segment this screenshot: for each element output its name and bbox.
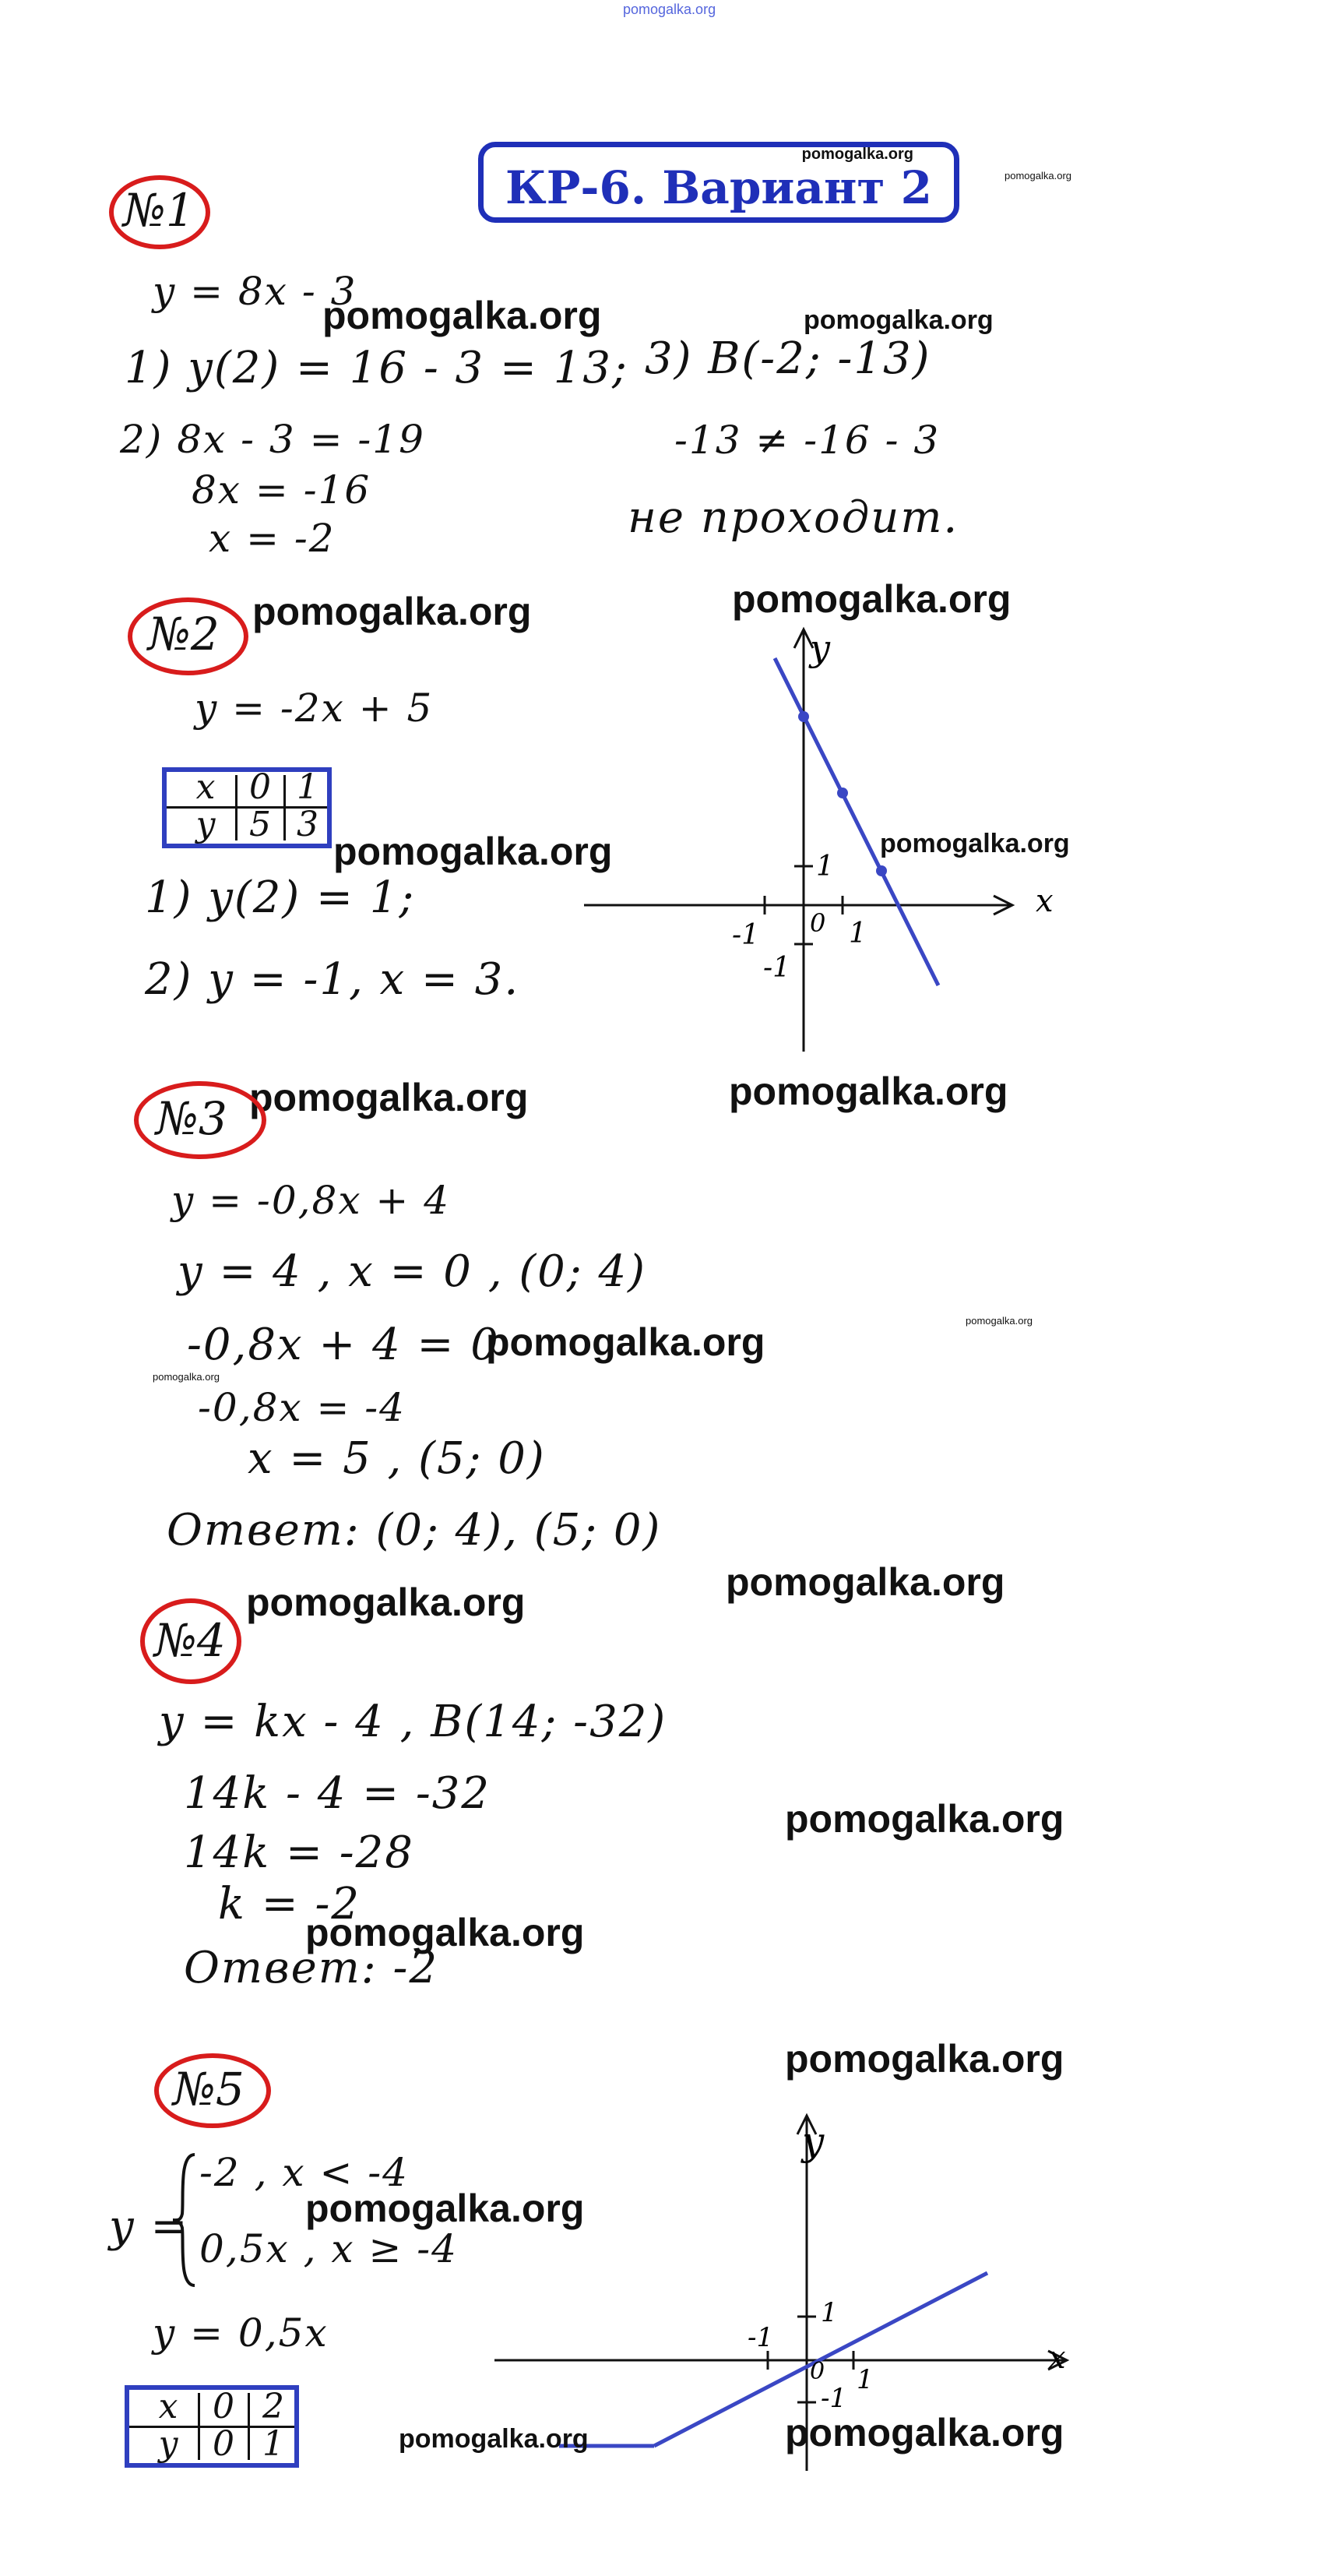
task3-line: x = 5 , (5; 0): [248, 1433, 546, 1484]
plot-point: [798, 711, 809, 722]
watermark: pomogalka.org: [732, 577, 1012, 621]
task3-number: №3: [156, 1092, 227, 1145]
y-axis-label: y: [810, 627, 830, 669]
task1-line: 2) 8x - 3 = -19: [120, 417, 425, 462]
table-cell: 3: [297, 805, 318, 844]
watermark: pomogalka.org: [322, 294, 602, 337]
table-cell: y: [195, 805, 216, 844]
title-box: [478, 142, 959, 223]
watermark: pomogalka.org: [486, 1320, 765, 1364]
watermark: pomogalka.org: [729, 1070, 1008, 1113]
watermark: pomogalka.org: [785, 2411, 1064, 2454]
y-axis-label: y: [802, 2119, 825, 2164]
task3-line: y = 4 , x = 0 , (0; 4): [178, 1246, 646, 1297]
watermark: pomogalka.org: [305, 2187, 585, 2230]
task1-number: №1: [123, 184, 195, 237]
tick-label: -1: [763, 952, 791, 984]
task4-line: 14k = -28: [184, 1827, 414, 1878]
task1-line: 8x = -16: [192, 467, 371, 513]
task4-line: y = kx - 4 , B(14; -32): [159, 1697, 667, 1747]
task5-line: -2 , x < -4: [199, 2150, 409, 2195]
task5-line: y = 0,5x: [153, 2310, 329, 2356]
watermark: pomogalka.org: [153, 1371, 220, 1383]
tick-label: 1: [849, 918, 867, 950]
task5-value-table: [125, 2385, 299, 2468]
task4-number: №4: [154, 1614, 226, 1667]
watermark: pomogalka.org: [966, 1315, 1033, 1327]
watermark: pomogalka.org: [785, 2037, 1064, 2081]
watermark: pomogalka.org: [305, 1911, 585, 1954]
task2-line: y = -2x + 5: [195, 685, 434, 731]
task1-line: не проходит.: [628, 492, 959, 543]
task1-line: 3) B(-2; -13): [645, 333, 931, 384]
table-cell: y: [158, 2424, 178, 2464]
watermark: pomogalka.org: [399, 2424, 589, 2454]
tick-label: 1: [821, 2297, 838, 2328]
task3-line: Ответ: (0; 4), (5; 0): [167, 1505, 662, 1556]
watermark: pomogalka.org: [785, 1797, 1064, 1841]
plot-point: [837, 788, 848, 798]
table-cell: x: [195, 767, 216, 807]
task3-line: -0,8x = -4: [198, 1385, 406, 1430]
tick-label: 1: [816, 851, 834, 883]
table-cell: 0: [213, 2387, 234, 2426]
watermark: pomogalka.org: [804, 305, 994, 335]
table-cell: 1: [262, 2424, 284, 2464]
table-cell: 1: [297, 767, 318, 807]
task4-line: Ответ: -2: [184, 1943, 439, 1993]
watermark: pomogalka.org: [246, 1580, 526, 1624]
watermark: pomogalka.org: [726, 1560, 1005, 1604]
table-cell: 2: [262, 2387, 284, 2426]
x-axis-label: x: [1036, 883, 1054, 919]
plot-point: [876, 865, 887, 876]
task1-line: y = 8x - 3: [153, 269, 357, 314]
watermark: pomogalka.org: [333, 830, 613, 873]
task1-line: -13 ≠ -16 - 3: [674, 418, 941, 463]
watermark: pomogalka.org: [880, 829, 1070, 858]
tick-label: -1: [821, 2383, 847, 2414]
tick-label: -1: [732, 919, 760, 951]
table-cell: 0: [213, 2424, 234, 2464]
task3-line: -0,8x + 4 = 0: [187, 1320, 500, 1370]
page-title: КР-6. Вариант 2: [505, 161, 932, 214]
task2-number: №2: [148, 608, 220, 661]
tick-label: -1: [748, 2322, 774, 2353]
table-cell: x: [158, 2387, 178, 2426]
task2-line: 2) y = -1, x = 3.: [145, 954, 520, 1005]
watermark: pomogalka.org: [249, 1076, 529, 1119]
origin-label: 0: [810, 2358, 825, 2385]
task2-line: 1) y(2) = 1;: [145, 872, 416, 923]
task1-line: 1) y(2) = 16 - 3 = 13;: [125, 343, 628, 393]
table-cell: 0: [249, 767, 271, 807]
task5-system-eq: y =: [109, 2201, 189, 2252]
task2-value-table: [162, 767, 332, 848]
task5-line: 0,5x , x ≥ -4: [199, 2226, 458, 2271]
task4-line: k = -2: [218, 1879, 361, 1929]
top-watermark: pomogalka.org: [623, 2, 716, 17]
task3-line: y = -0,8x + 4: [171, 1178, 451, 1223]
tick-label: 1: [857, 2364, 874, 2395]
title-side-watermark: pomogalka.org: [1005, 170, 1071, 181]
title-watermark: pomogalka.org: [801, 146, 913, 163]
task4-line: 14k - 4 = -32: [184, 1768, 491, 1819]
watermark: pomogalka.org: [252, 590, 532, 633]
task1-line: x = -2: [209, 516, 336, 561]
task5-number: №5: [173, 2063, 245, 2116]
x-axis-label: x: [1048, 2340, 1066, 2376]
system-brace: [171, 2150, 202, 2290]
table-cell: 5: [249, 805, 271, 844]
origin-label: 0: [810, 908, 826, 938]
